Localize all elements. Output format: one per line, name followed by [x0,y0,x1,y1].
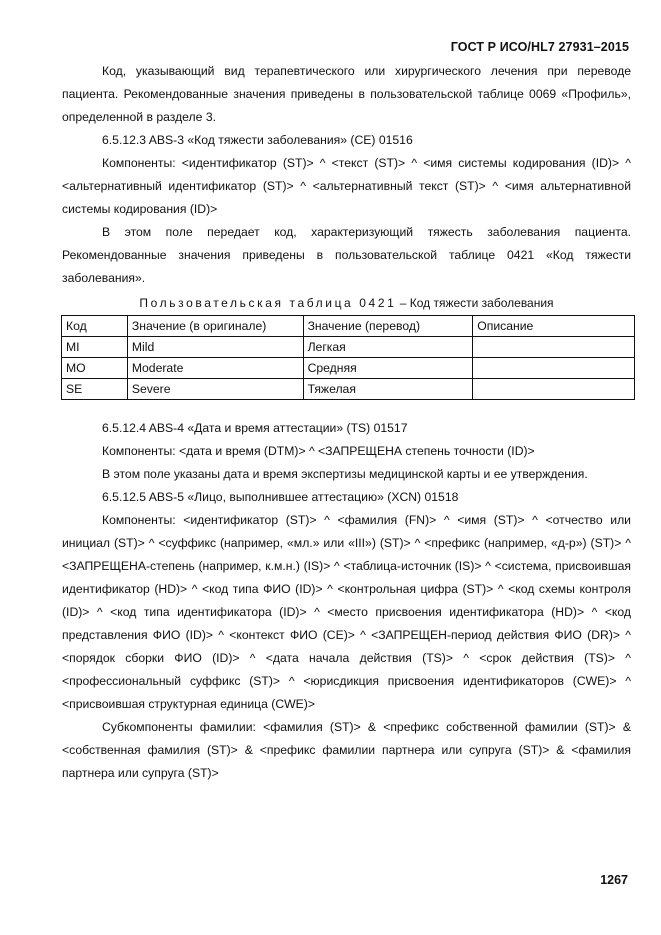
table-row [62,337,635,358]
table-cell: Средняя [303,358,473,379]
column-header-original-value: Значение (в оригинале) [127,316,303,337]
table-cell: Severe [127,379,303,400]
table-cell: Тяжелая [303,379,473,400]
paragraph-abs-4-components: Компоненты: <дата и время (DTM)> ^ <ЗАПРЕЩЕНА степень точности (ID)> [102,444,535,458]
column-header-translated-value: Значение (перевод) [303,316,473,337]
table-cell [473,379,635,400]
paragraph-abs-3-description: В этом поле передает код, характеризующий тяжесть заболевания пациента. Рекомендованные значения приведены в пользовательской таблице 0421 «Код тяжести заболевания». [62,225,631,285]
table-cell: SE [62,379,128,400]
section-heading-abs-4: 6.5.12.4 ABS-4 «Дата и время аттестации» (TS) 01517 [102,421,408,435]
paragraph-code-description: Код, указывающий вид терапевтического или хирургического лечения при переводе пациента. Рекомендованные значения приведены в пользовательской таблице 0069 «Профиль», определенной в разделе 3. [62,64,631,124]
column-header-description: Описание [473,316,635,337]
page-number: 1267 [600,873,628,887]
page-content [62,60,631,785]
paragraph-abs-4-description: В этом поле указаны дата и время экспертизы медицинской карты и ее утверждения. [102,467,588,481]
column-header-code: Код [62,316,128,337]
table-cell: MO [62,358,128,379]
table-caption [62,292,631,314]
paragraph-abs-3-components: Компоненты: <идентификатор (ST)> ^ <текст (ST)> ^ <имя системы кодирования (ID)> ^ <альтернативный идентификатор (ST)> ^ <альтернативный текст (ST)> ^ <имя альтернативной системы кодирования (ID)> [62,156,631,216]
table-caption-prefix: Пользовательская таблица 0421 [139,296,397,310]
document-header: ГОСТ Р ИСО/HL7 27931–2015 [450,40,629,54]
severity-code-table [61,315,635,400]
table-cell [473,358,635,379]
table-caption-title: – Код тяжести заболевания [396,296,554,310]
table-header-row [62,316,635,337]
section-heading-abs-5: 6.5.12.5 ABS-5 «Лицо, выполнившее аттестацию» (XCN) 01518 [102,490,459,504]
section-heading-abs-3: 6.5.12.3 ABS-3 «Код тяжести заболевания» (CE) 01516 [102,133,413,147]
table-cell [473,337,635,358]
table-row [62,358,635,379]
table-cell: Легкая [303,337,473,358]
table-cell: Mild [127,337,303,358]
section-after-table [62,417,631,785]
paragraph-abs-5-subcomponents: Субкомпоненты фамилии: <фамилия (ST)> & <префикс собственной фамилии (ST)> & <собственная фамилия (ST)> & <префикс фамилии партнера или супруга (ST)> & <фамилия партнера или супруга (ST)> [62,720,631,780]
paragraph-abs-5-components: Компоненты: <идентификатор (ST)> ^ <фамилия (FN)> ^ <имя (ST)> ^ <отчество или инициал (ST)> ^ <суффикс (например, «мл.» или «III») (ST)> ^ <префикс (например, «д-р») (ST)> ^ <ЗАПРЕЩЕНА-степень (например, к.м.н.) (IS)> ^ <таблица-источник (IS)> ^ <система, присвоившая идентификатор (HD)> ^ <код типа ФИО (ID)> ^ <контрольная цифра (ST)> ^ <код схемы контроля (ID)> ^ <код типа идентификатора (ID)> ^ <место присвоения идентификатора (HD)> ^ <код представления ФИО (ID)> ^ <контекст ФИО (CE)> ^ <ЗАПРЕЩЕН-период действия ФИО (DR)> ^ <порядок сборки ФИО (ID)> ^ <дата начала действия (TS)> ^ <срок действия (TS)> ^ <профессиональный суффикс (ST)> ^ <юрисдикция присвоения идентификаторов (CWE)> ^ <присвоившая структурная единица (CWE)> [62,513,631,711]
table-cell: MI [62,337,128,358]
table-row [62,379,635,400]
table-cell: Moderate [127,358,303,379]
